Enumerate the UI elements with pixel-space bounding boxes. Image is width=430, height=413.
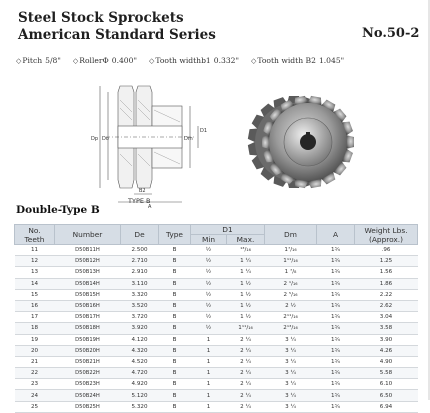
col-header-weight: [355, 225, 418, 245]
cell-weight: 4.26: [355, 345, 418, 356]
cell-max: ¹³/₁₆: [227, 245, 265, 256]
cell-dm: 3 ¼: [265, 379, 317, 390]
diamond-icon: ◇: [72, 57, 79, 65]
table-row: [15, 245, 418, 256]
cell-teeth: 16: [15, 300, 55, 311]
cell-teeth: 20: [15, 345, 55, 356]
cell-min: 1: [191, 390, 227, 401]
cell-a: 1¾: [317, 323, 355, 334]
cell-weight: 1.86: [355, 278, 418, 289]
cell-teeth: 12: [15, 256, 55, 267]
cell-teeth: 17: [15, 312, 55, 323]
spec-value: 1.045": [318, 56, 345, 65]
cell-number: D50B15H: [55, 289, 121, 300]
cell-de: 3.720: [121, 312, 159, 323]
diamond-icon: ◇: [16, 57, 22, 65]
cell-number: D50B13H: [55, 267, 121, 278]
cell-type: B: [159, 390, 191, 401]
cell-max: 1 ¼: [227, 267, 265, 278]
cell-dm: 1 ⁷/₈: [265, 267, 317, 278]
cell-de: 3.320: [121, 289, 159, 300]
cell-type: B: [159, 289, 191, 300]
cell-number: D50B12H: [55, 256, 121, 267]
page-title: Steel Stock Sprockets: [18, 10, 184, 26]
table-row: [15, 300, 418, 311]
col-header-d1-max: Max.: [227, 235, 265, 245]
header-line: No.: [28, 225, 41, 235]
cell-type: B: [159, 345, 191, 356]
cell-type: B: [159, 278, 191, 289]
cell-min: ½: [191, 245, 227, 256]
cell-dm: 2 ⁵/₁₆: [265, 289, 317, 300]
cell-min: 1: [191, 345, 227, 356]
section-title: Double-Type B: [16, 204, 100, 216]
cell-type: B: [159, 300, 191, 311]
spec-value: 5/8": [45, 56, 61, 65]
cell-teeth: 24: [15, 390, 55, 401]
cell-type: B: [159, 245, 191, 256]
cell-dm: 2¹¹/₁₆: [265, 312, 317, 323]
cell-teeth: 21: [15, 356, 55, 367]
cell-max: 1 ¼: [227, 256, 265, 267]
cell-a: 1¾: [317, 379, 355, 390]
d1-label: D1: [200, 128, 208, 134]
table-body: [15, 245, 418, 413]
cell-type: B: [159, 323, 191, 334]
cell-weight: 2.62: [355, 300, 418, 311]
cell-max: 1 ½: [227, 312, 265, 323]
spec-line: [16, 56, 420, 65]
cell-de: 3.110: [121, 278, 159, 289]
spec-value: 0.332": [213, 56, 239, 65]
cell-de: 2.710: [121, 256, 159, 267]
spec-table: [14, 224, 418, 413]
cell-weight: 1.56: [355, 267, 418, 278]
cell-a: 1¾: [317, 278, 355, 289]
cell-type: B: [159, 356, 191, 367]
cell-de: 3.520: [121, 300, 159, 311]
cell-teeth: 23: [15, 379, 55, 390]
cell-dm: 1¹¹/₁₆: [265, 256, 317, 267]
header-line: Weight Lbs.: [364, 225, 408, 235]
col-header-d1-min: Min: [191, 235, 227, 245]
col-header-dm: Dm: [265, 225, 317, 245]
sprocket-photo: [236, 82, 386, 202]
b2-label: B2: [139, 188, 146, 194]
cell-teeth: 25: [15, 401, 55, 412]
cell-a: 1¾: [317, 390, 355, 401]
spec-roller: [73, 56, 149, 65]
cell-teeth: 11: [15, 245, 55, 256]
title-block: [18, 10, 216, 44]
cell-a: 1¾: [317, 345, 355, 356]
table-row: [15, 267, 418, 278]
cell-max: 2 ¼: [227, 356, 265, 367]
cell-min: ½: [191, 256, 227, 267]
table-row: [15, 368, 418, 379]
cell-type: B: [159, 312, 191, 323]
cell-number: D50B16H: [55, 300, 121, 311]
cell-number: D50B19H: [55, 334, 121, 345]
col-header-d1: D1: [191, 225, 265, 235]
cell-type: B: [159, 368, 191, 379]
cell-number: D50B22H: [55, 368, 121, 379]
cell-de: 4.720: [121, 368, 159, 379]
cell-type: B: [159, 334, 191, 345]
table-row: [15, 334, 418, 345]
cell-max: 2 ¼: [227, 390, 265, 401]
table-row: [15, 323, 418, 334]
cell-min: 1: [191, 356, 227, 367]
cell-teeth: 15: [15, 289, 55, 300]
cell-number: D50B17H: [55, 312, 121, 323]
cell-max: 1 ½: [227, 300, 265, 311]
cell-de: 4.320: [121, 345, 159, 356]
col-header-a: A: [317, 225, 355, 245]
cell-dm: 3 ¼: [265, 401, 317, 412]
cell-a: 1¾: [317, 356, 355, 367]
cell-dm: 1⁷/₁₆: [265, 245, 317, 256]
dm-label: Dm: [184, 136, 193, 142]
page-subtitle: American Standard Series: [18, 27, 216, 43]
cell-number: D50B20H: [55, 345, 121, 356]
cell-teeth: 22: [15, 368, 55, 379]
cell-weight: 3.90: [355, 334, 418, 345]
cell-min: ½: [191, 300, 227, 311]
cell-dm: 3 ¼: [265, 345, 317, 356]
cell-number: D50B24H: [55, 390, 121, 401]
table-row: [15, 256, 418, 267]
cell-weight: .96: [355, 245, 418, 256]
cell-max: 1 ½: [227, 278, 265, 289]
table-row: [15, 356, 418, 367]
cell-weight: 2.22: [355, 289, 418, 300]
cell-teeth: 18: [15, 323, 55, 334]
cell-type: B: [159, 401, 191, 412]
spec-tooth-width-b1: [149, 56, 251, 65]
table-row: [15, 278, 418, 289]
cell-de: 4.120: [121, 334, 159, 345]
table-row: [15, 289, 418, 300]
cell-teeth: 19: [15, 334, 55, 345]
cell-weight: 3.04: [355, 312, 418, 323]
cell-dm: 3 ¼: [265, 390, 317, 401]
cell-min: ½: [191, 323, 227, 334]
cell-de: 2.910: [121, 267, 159, 278]
cell-teeth: 13: [15, 267, 55, 278]
cell-weight: 4.90: [355, 356, 418, 367]
cell-max: 2 ¼: [227, 401, 265, 412]
cell-min: 1: [191, 379, 227, 390]
sprocket-drawing: [86, 70, 216, 210]
series-number: No.50-2: [362, 26, 420, 41]
cell-a: 1¾: [317, 267, 355, 278]
table-row: [15, 390, 418, 401]
diamond-icon: ◇: [251, 57, 257, 65]
cell-dm: 3 ¼: [265, 368, 317, 379]
cell-dm: 3 ¼: [265, 334, 317, 345]
do-label: Do: [102, 136, 109, 142]
spec-pitch: [16, 56, 73, 65]
spec-label: Tooth widthb1: [155, 56, 211, 65]
cell-weight: 6.10: [355, 379, 418, 390]
cell-min: 1: [191, 368, 227, 379]
table-row: [15, 401, 418, 412]
cell-a: 1¾: [317, 245, 355, 256]
cell-a: 1¾: [317, 256, 355, 267]
cell-a: 1¾: [317, 368, 355, 379]
table-row: [15, 379, 418, 390]
a-label: A: [148, 204, 152, 210]
cell-number: D50B11H: [55, 245, 121, 256]
table-row: [15, 345, 418, 356]
col-header-number: Number: [55, 225, 121, 245]
cell-dm: 2¹³/₁₆: [265, 323, 317, 334]
cell-min: ½: [191, 278, 227, 289]
cell-min: ½: [191, 267, 227, 278]
cell-dm: 2 ½: [265, 300, 317, 311]
cell-a: 1¾: [317, 401, 355, 412]
header-line: Teeth: [24, 234, 45, 244]
spec-label: RollerΦ: [79, 56, 109, 65]
cell-max: 1 ½: [227, 289, 265, 300]
cell-weight: 6.50: [355, 390, 418, 401]
spec-label: Tooth width B2: [257, 56, 316, 65]
cell-a: 1¾: [317, 300, 355, 311]
cell-max: 2 ¼: [227, 368, 265, 379]
cell-weight: 1.25: [355, 256, 418, 267]
cell-de: 4.520: [121, 356, 159, 367]
header-line: (Approx.): [368, 234, 404, 244]
cell-de: 4.920: [121, 379, 159, 390]
cell-dm: 3 ¼: [265, 356, 317, 367]
table-row: [15, 312, 418, 323]
diamond-icon: ◇: [148, 57, 155, 65]
cell-number: D50B18H: [55, 323, 121, 334]
cell-number: D50B23H: [55, 379, 121, 390]
col-header-teeth: [15, 225, 55, 245]
cell-de: 3.920: [121, 323, 159, 334]
cell-min: 1: [191, 334, 227, 345]
cell-type: B: [159, 267, 191, 278]
col-header-de: De: [121, 225, 159, 245]
cell-a: 1¾: [317, 312, 355, 323]
spec-label: Pitch: [22, 56, 43, 65]
cell-de: 2.500: [121, 245, 159, 256]
cell-number: D50B21H: [55, 356, 121, 367]
cell-a: 1¾: [317, 289, 355, 300]
cell-de: 5.320: [121, 401, 159, 412]
col-header-type: Type: [159, 225, 191, 245]
cell-type: B: [159, 379, 191, 390]
dp-label: Dp: [91, 136, 99, 142]
cell-max: 2 ¼: [227, 334, 265, 345]
cell-de: 5.120: [121, 390, 159, 401]
cell-weight: 6.94: [355, 401, 418, 412]
cell-number: D50B14H: [55, 278, 121, 289]
cell-max: 2 ¼: [227, 379, 265, 390]
spec-value: 0.400": [111, 56, 137, 65]
cell-a: 1¾: [317, 334, 355, 345]
cell-teeth: 14: [15, 278, 55, 289]
cell-max: 2 ¼: [227, 345, 265, 356]
cell-min: ½: [191, 289, 227, 300]
type-label: TYPE B: [128, 197, 151, 205]
cell-max: 1¹¹/₁₆: [227, 323, 265, 334]
cell-min: ½: [191, 312, 227, 323]
spec-tooth-width-b2: [251, 56, 356, 65]
cell-dm: 2 ¹/₁₆: [265, 278, 317, 289]
cell-min: 1: [191, 401, 227, 412]
cell-weight: 3.58: [355, 323, 418, 334]
cell-weight: 5.58: [355, 368, 418, 379]
cell-number: D50B25H: [55, 401, 121, 412]
cell-type: B: [159, 256, 191, 267]
